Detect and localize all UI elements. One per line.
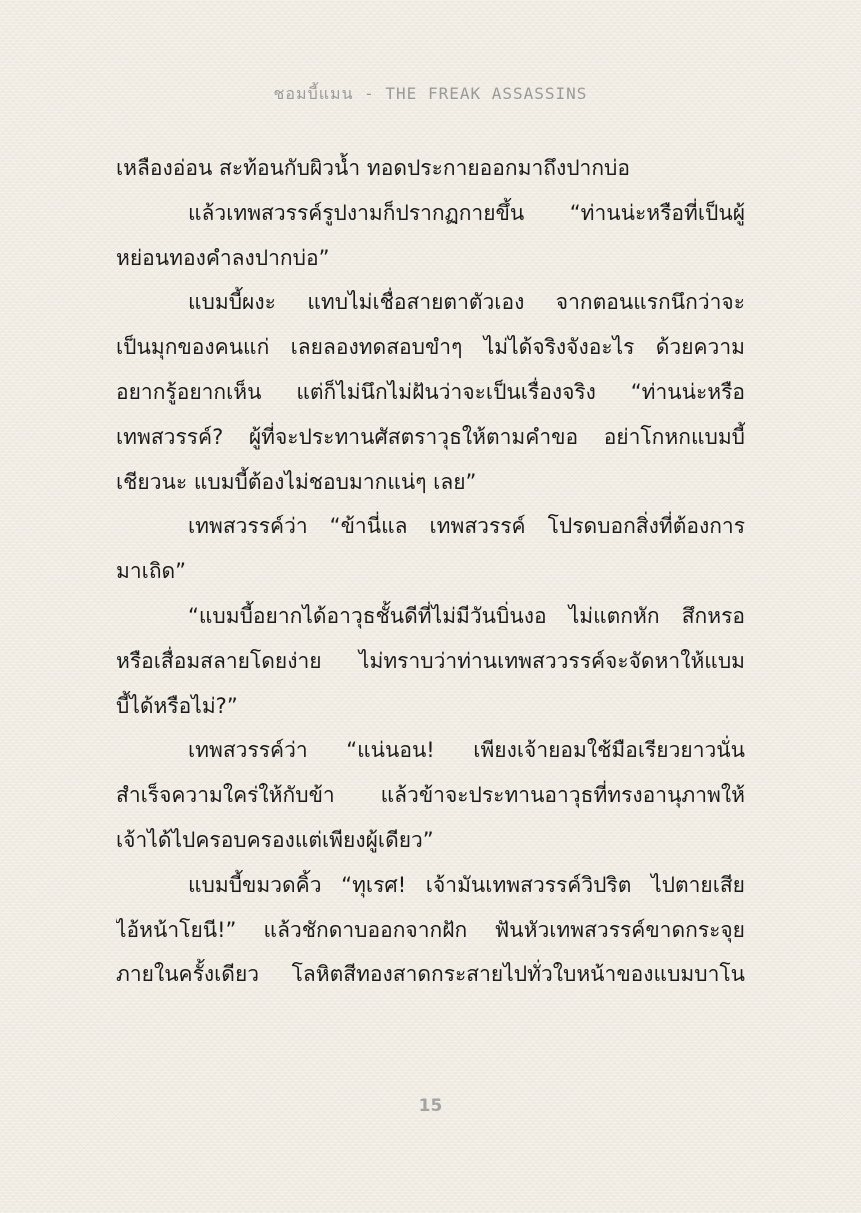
text-line: หรือเสื่อมสลายโดยง่าย ไม่ทราบว่าท่านเทพสววรรค์จะจัดหาให้แบม: [116, 648, 745, 673]
text-line: แล้วเทพสวรรค์รูปงามก็ปรากฏกายขึ้น “ท่านน่ะหรือที่เป็นผู้: [188, 200, 745, 225]
text-line: อยากรู้อยากเห็น แต่ก็ไม่นึกไม่ฝันว่าจะเป็นเรื่องจริง “ท่านน่ะหรือ: [116, 379, 745, 404]
text-line: เจ้าได้ไปครอบครองแต่เพียงผู้เดียว”: [116, 827, 434, 852]
body-text: [116, 146, 745, 997]
text-line: เทพสวรรค์ว่า “ข้านี่แล เทพสวรรค์ โปรดบอกสิ่งที่ต้องการ: [188, 514, 745, 539]
text-line: ภายในครั้งเดียว โลหิตสีทองสาดกระสายไปทั่วใบหน้าของแบมบาโน: [116, 962, 745, 987]
text-line: เทพสวรรค์ว่า “แน่นอน! เพียงเจ้ายอมใช้มือเรียวยาวนั่น: [188, 738, 745, 763]
text-line: เทพสวรรค์? ผู้ที่จะประทานศัสตราวุธให้ตามคำขอ อย่าโกหกแบมบี้: [116, 424, 745, 449]
text-line: บี้ได้หรือไม่?”: [116, 693, 238, 718]
text-line: สำเร็จความใคร่ให้กับข้า แล้วข้าจะประทานอาวุธที่ทรงอานุภาพให้: [116, 783, 745, 808]
page-number: 15: [418, 1096, 443, 1116]
text-line: เชียวนะ แบมบี้ต้องไม่ชอบมากแน่ๆ เลย”: [116, 469, 477, 494]
text-line: แบมบี้ขมวดคิ้ว “ทุเรศ! เจ้ามันเทพสวรรค์วิปริต ไปตายเสีย: [188, 872, 745, 897]
text-line: “แบมบี้อยากได้อาวุธชั้นดีที่ไม่มีวันบิ่นงอ ไม่แตกหัก สึกหรอ: [188, 603, 745, 628]
running-header: ชอมบี้แมน - THE FREAK ASSASSINS: [273, 84, 588, 103]
text-line: เป็นมุกของคนแก่ เลยลองทดสอบขำๆ ไม่ได้จริงจังอะไร ด้วยความ: [116, 335, 745, 360]
text-line: มาเถิด”: [116, 559, 187, 584]
text-line: หย่อนทองคำลงปากบ่อ”: [116, 245, 330, 270]
text-line: แบมบี้ผงะ แทบไม่เชื่อสายตาตัวเอง จากตอนแรกนึกว่าจะ: [188, 290, 745, 315]
text-line: ไอ้หน้าโยนี!” แล้วชักดาบออกจากฝัก ฟันหัวเทพสวรรค์ขาดกระจุย: [116, 917, 745, 942]
text-line: เหลืองอ่อน สะท้อนกับผิวน้ำ ทอดประกายออกมาถึงปากบ่อ: [116, 156, 630, 180]
